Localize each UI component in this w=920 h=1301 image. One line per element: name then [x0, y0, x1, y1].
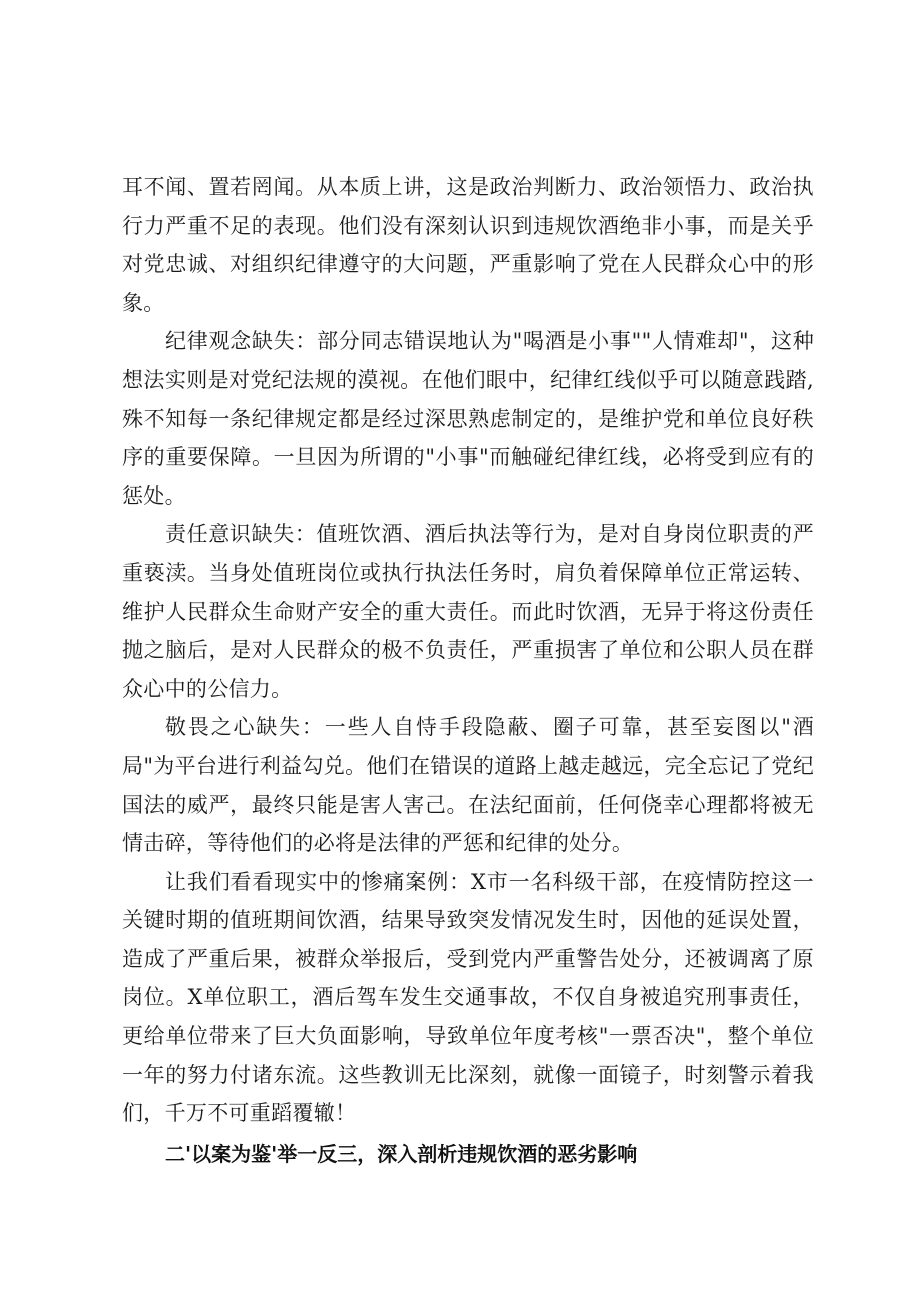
document-body	[122, 168, 814, 1173]
section-heading: 二'以案为鉴'举一反三，深入剖析违规饮酒的恶劣影响	[165, 1141, 638, 1166]
paragraph-continuation: 耳不闻、置若罔闻。从本质上讲，这是政治判断力、政治领悟力、政治执行力严重不足的表现。他们没有深刻认识到违规饮酒绝非小事，而是关乎对党忠诚、对组织纪律遵守的大问题，严重影响了党在人民群众心中的形象。	[122, 175, 814, 315]
paragraph-real-cases: 让我们看看现实中的惨痛案例：X市一名科级干部，在疫情防控这一关键时期的值班期间饮酒，结果导致突发情况发生时，因他的延误处置，造成了严重后果，被群众举报后，受到党内严重警告处分，还被调离了原岗位。X单位职工，酒后驾车发生交通事故，不仅自身被追究刑事责任，更给单位带来了巨大负面影响，导致单位年度考核"一票否决"，整个单位一年的努力付诸东流。这些教训无比深刻，就像一面镜子，时刻警示着我们，千万不可重蹈覆辙！	[122, 869, 814, 1126]
paragraph-responsibility-awareness: 责任意识缺失：值班饮酒、酒后执法等行为，是对自身岗位职责的严重亵渎。当身处值班岗位或执行执法任务时，肩负着保障单位正常运转、维护人民群众生命财产安全的重大责任。而此时饮酒，无异于将这份责任抛之脑后，是对人民群众的极不负责任，严重损害了单位和公职人员在群众心中的公信力。	[122, 522, 814, 701]
paragraph-discipline-awareness: 纪律观念缺失：部分同志错误地认为"喝酒是小事""人情难却"，这种想法实则是对党纪法规的漠视。在他们眼中，纪律红线似乎可以随意践踏,殊不知每一条纪律规定都是经过深思熟虑制定的，是维护党和单位良好秩序的重要保障。一旦因为所谓的"小事"而触碰纪律红线，必将受到应有的惩处。	[122, 329, 814, 508]
paragraph-sense-of-awe: 敬畏之心缺失：一些人自恃手段隐蔽、圈子可靠，甚至妄图以"酒局"为平台进行利益勾兑。他们在错误的道路上越走越远，完全忘记了党纪国法的威严，最终只能是害人害己。在法纪面前，任何侥幸心理都将被无情击碎，等待他们的必将是法律的严惩和纪律的处分。	[122, 715, 814, 856]
